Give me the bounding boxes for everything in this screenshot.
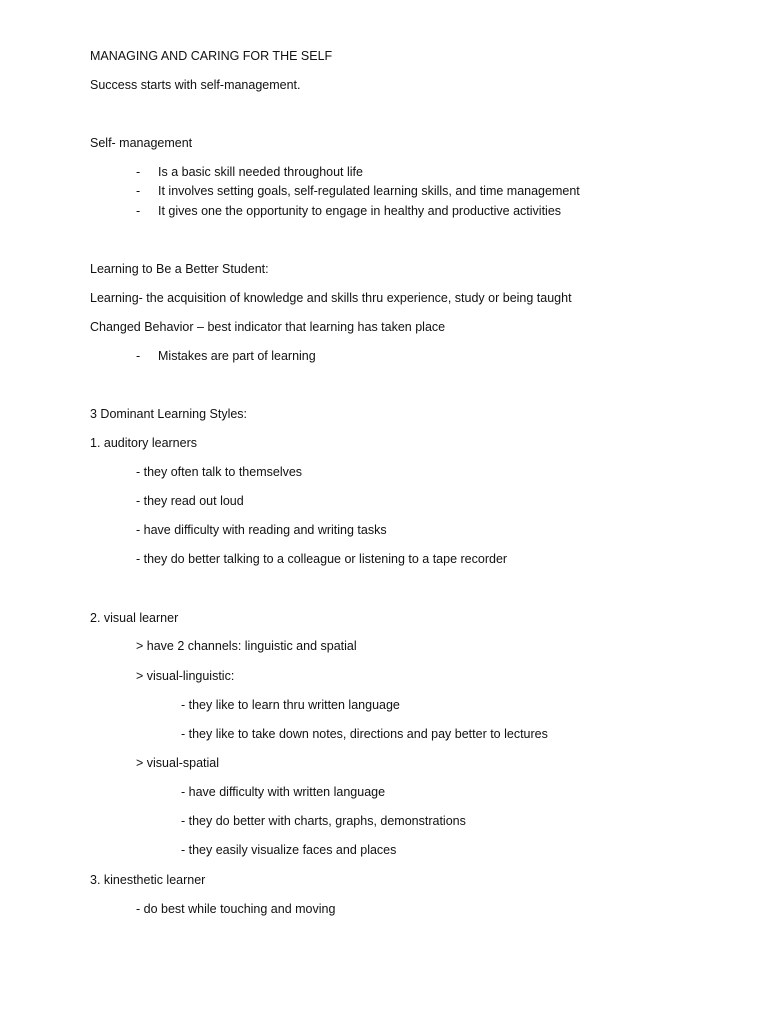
learning-styles-heading: 3 Dominant Learning Styles: [90, 407, 248, 421]
visual-channels: > have 2 channels: linguistic and spatial [136, 639, 357, 653]
bullet-marker: - [136, 349, 141, 363]
visual-spatial-title: > visual-spatial [136, 756, 220, 770]
self-management-item: It involves setting goals, self-regulated learning skills, and time management [158, 184, 580, 198]
mistakes-bullet: Mistakes are part of learning [158, 349, 316, 363]
visual-spatial-item: - they easily visualize faces and places [181, 843, 397, 857]
visual-linguistic-title: > visual-linguistic: [136, 669, 235, 683]
auditory-item: - have difficulty with reading and writing tasks [136, 523, 387, 537]
self-management-item: It gives one the opportunity to engage in healthy and productive activities [158, 204, 562, 218]
self-management-heading: Self- management [90, 136, 193, 150]
tagline: Success starts with self-management. [90, 78, 301, 92]
visual-spatial-item: - they do better with charts, graphs, demonstrations [181, 814, 466, 828]
auditory-item: - they often talk to themselves [136, 465, 303, 479]
changed-behavior: Changed Behavior – best indicator that learning has taken place [90, 320, 446, 334]
document-title: MANAGING AND CARING FOR THE SELF [90, 49, 333, 63]
auditory-title: 1. auditory learners [90, 436, 198, 450]
auditory-item: - they do better talking to a colleague or listening to a tape recorder [136, 552, 508, 566]
bullet-marker: - [136, 184, 141, 198]
visual-linguistic-item: - they like to take down notes, directions and pay better to lectures [181, 727, 548, 741]
auditory-item: - they read out loud [136, 494, 244, 508]
self-management-item: Is a basic skill needed throughout life [158, 165, 363, 179]
better-student-heading: Learning to Be a Better Student: [90, 262, 269, 276]
visual-title: 2. visual learner [90, 611, 179, 625]
visual-spatial-item: - have difficulty with written language [181, 785, 386, 799]
bullet-marker: - [136, 165, 141, 179]
kinesthetic-title: 3. kinesthetic learner [90, 873, 206, 887]
bullet-marker: - [136, 204, 141, 218]
learning-definition: Learning- the acquisition of knowledge and skills thru experience, study or being taught [90, 291, 572, 305]
kinesthetic-item: - do best while touching and moving [136, 902, 336, 916]
visual-linguistic-item: - they like to learn thru written language [181, 698, 400, 712]
